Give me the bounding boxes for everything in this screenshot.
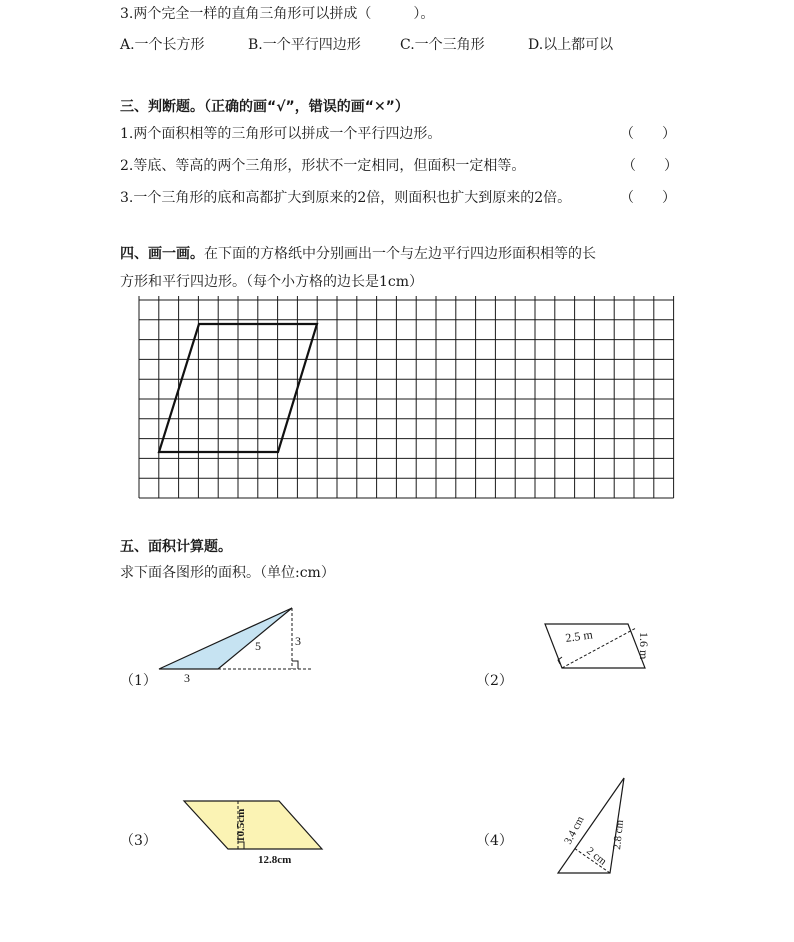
judge-item-2: 2.等底、等高的两个三角形，形状不一定相同，但面积一定相等。 (120, 158, 526, 174)
section-5-heading: 五、面积计算题。 (120, 539, 232, 555)
fig4-side-b-label: 2.8 cm (611, 819, 627, 851)
figure-3-label: （3） (120, 833, 157, 849)
fig3-base-label: 12.8cm (258, 854, 292, 866)
section-4-instruction-1: 在下面的方格纸中分别画出一个与左边平行四边形面积相等的长 (204, 246, 596, 262)
fig4-side-a-label: 3.4 cm (562, 814, 587, 847)
figure-1-triangle (159, 608, 312, 669)
fig1-side-label: 5 (255, 639, 261, 653)
judge-answer-3[interactable]: （ ） (620, 190, 676, 206)
judge-answer-2[interactable]: （ ） (622, 158, 678, 174)
grid-paper[interactable] (139, 296, 674, 498)
section-4-instruction-2: 方形和平行四边形。（每个小方格的边长是1cm） (120, 274, 424, 290)
option-b: B.一个平行四边形 (248, 37, 361, 53)
option-a: A.一个长方形 (120, 37, 205, 53)
fig1-height-label: 3 (295, 634, 301, 648)
figure-4-label: （4） (476, 833, 513, 849)
figure-2-parallelogram (545, 624, 645, 668)
figure-2-label: （2） (476, 673, 513, 689)
question-3-stem: 3.两个完全一样的直角三角形可以拼成（ ）。 (120, 6, 435, 22)
fig2-base-label: 2.5 m (564, 627, 594, 645)
section-3-heading: 三、判断题。（正确的画“√”，错误的画“✕”） (120, 99, 409, 115)
figure-1-label: （1） (120, 673, 157, 689)
section-5-subheading: 求下面各图形的面积。（单位:cm） (120, 565, 335, 581)
section-4-heading: 四、画一画。 (120, 246, 204, 262)
fig4-height-label: 2 cm (584, 844, 609, 868)
option-d: D.以上都可以 (528, 37, 614, 53)
fig2-height-label: 1.6 m (637, 632, 651, 660)
judge-item-3: 3.一个三角形的底和高都扩大到原来的2倍，则面积也扩大到原来的2倍。 (120, 190, 572, 206)
figure-3-parallelogram (184, 801, 322, 849)
fig3-height-label: 10.5cm (235, 808, 247, 842)
judge-item-1: 1.两个面积相等的三角形可以拼成一个平行四边形。 (120, 126, 442, 142)
fig1-base-label: 3 (184, 671, 190, 685)
option-c: C.一个三角形 (400, 37, 485, 53)
judge-answer-1[interactable]: （ ） (620, 126, 676, 142)
